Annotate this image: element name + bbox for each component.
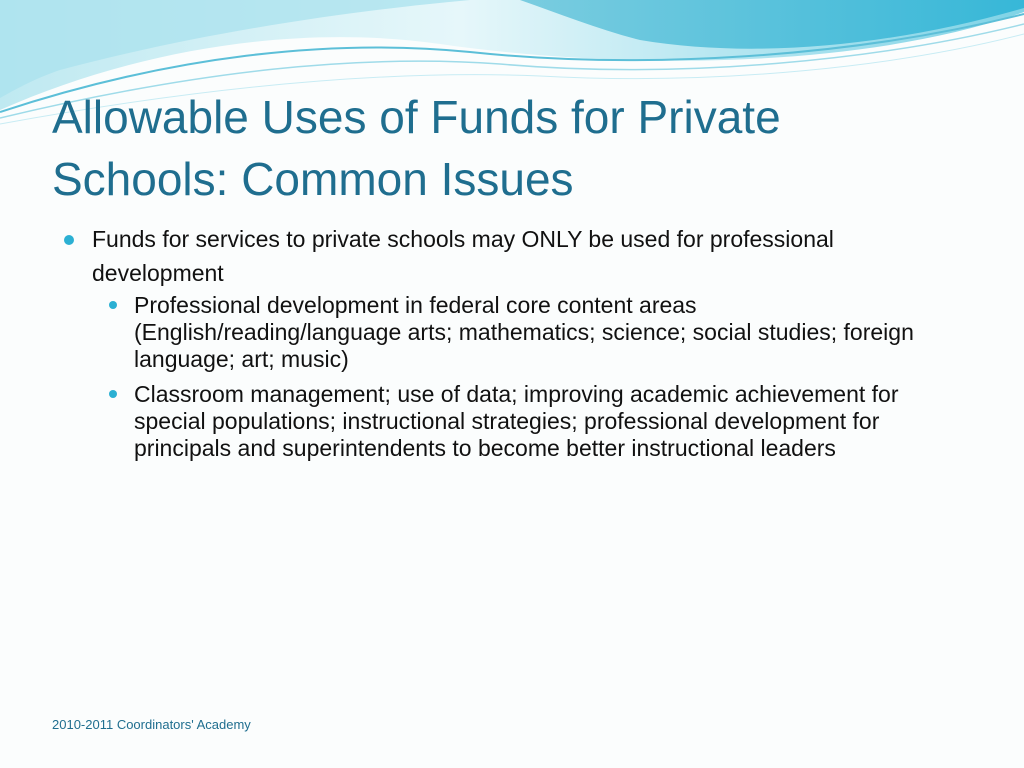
sub-bullet-item	[134, 381, 942, 462]
footer-text: 2010-2011 Coordinators' Academy	[52, 717, 251, 732]
slide-body	[62, 222, 942, 462]
sub-bullet-dot-icon	[109, 301, 117, 309]
bullet-dot-icon	[64, 235, 74, 245]
slide-title: Allowable Uses of Funds for Private Schools: Common Issues	[52, 91, 781, 205]
bullet-text: Funds for services to private schools may ONLY be used for professional development	[92, 226, 834, 286]
bullet-item	[62, 222, 942, 290]
sub-bullet-text: Classroom management; use of data; improving academic achievement for special populations; instructional strategies; professional development for principals and superintendents to become better instructional leaders	[134, 381, 899, 461]
sub-bullet-item	[134, 292, 942, 373]
sub-bullet-text: Professional development in federal core content areas (English/reading/language arts; mathematics; science; social studies; foreign language; art; music)	[134, 292, 914, 372]
sub-bullet-dot-icon	[109, 390, 117, 398]
